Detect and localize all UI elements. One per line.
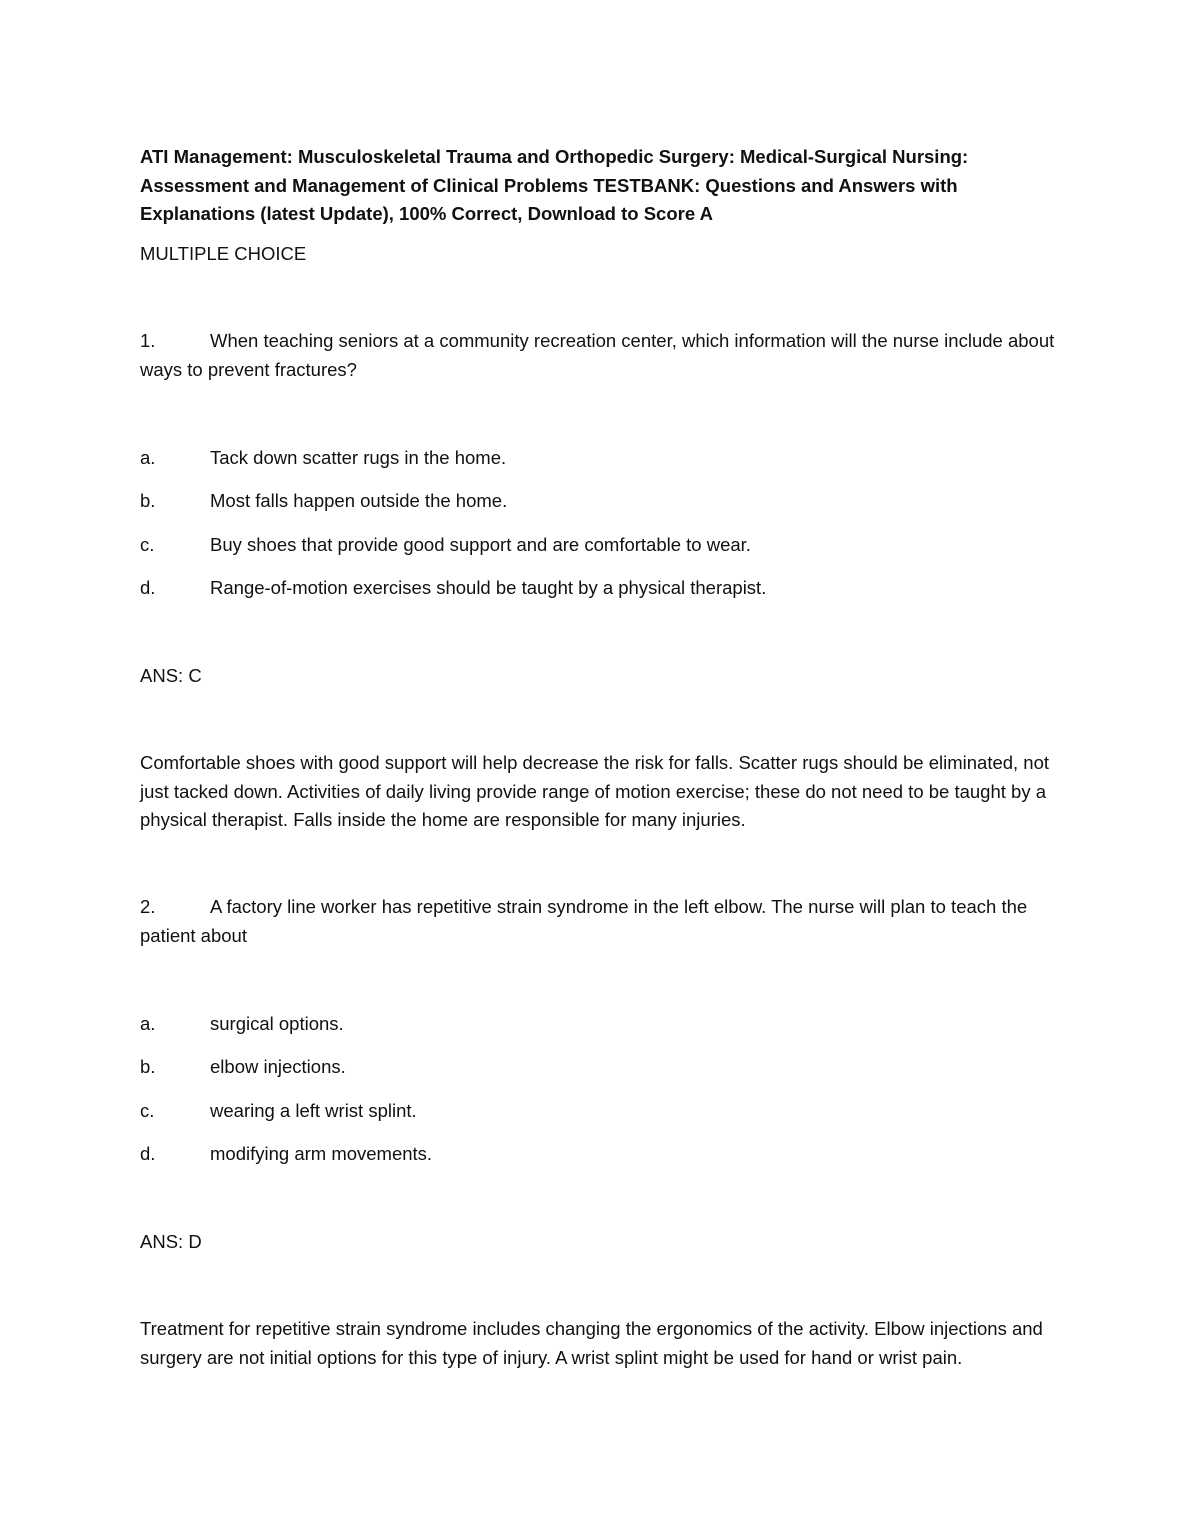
question-text: A factory line worker has repetitive strain syndrome in the left elbow. The nurse will plan to teach the patient about [140, 896, 1028, 946]
option-text: elbow injections. [210, 1056, 346, 1077]
option-text: wearing a left wrist splint. [210, 1100, 417, 1121]
option-letter: b. [140, 1056, 156, 1077]
question-number: 1. [140, 330, 156, 351]
answer-key: ANS: D [140, 1231, 202, 1252]
option-c [140, 1097, 1055, 1126]
option-letter: a. [140, 1013, 156, 1034]
option-letter: d. [140, 577, 156, 598]
option-text: Tack down scatter rugs in the home. [210, 447, 507, 468]
option-a [140, 444, 1055, 473]
option-b [140, 487, 1055, 516]
option-text: Range-of-motion exercises should be taught by a physical therapist. [210, 577, 767, 598]
document-title: ATI Management: Musculoskeletal Trauma and Orthopedic Surgery: Medical-Surgical Nursing: Assessment and Management of Clinical Problems TESTBANK: Questions and Answers with Explanations (latest Update), 100% Correct, Download to Score A [140, 146, 969, 224]
question-number: 2. [140, 896, 156, 917]
question-stem [140, 893, 1055, 950]
option-letter: c. [140, 534, 155, 555]
question-text: When teaching seniors at a community recreation center, which information will the nurse include about ways to prevent fractures? [140, 330, 1055, 380]
option-text: modifying arm movements. [210, 1143, 433, 1164]
answer-key: ANS: C [140, 665, 202, 686]
option-c [140, 531, 1055, 560]
option-d [140, 1140, 1055, 1169]
option-letter: b. [140, 490, 156, 511]
question-stem [140, 327, 1055, 384]
option-text: Buy shoes that provide good support and are comfortable to wear. [210, 534, 751, 555]
rationale: Comfortable shoes with good support will help decrease the risk for falls. Scatter rugs should be eliminated, not just tacked down. Activities of daily living provide range of motion exercise; these do not need to be taught by a physical therapist. Falls inside the home are responsible for many injuries. [140, 752, 1050, 830]
option-letter: c. [140, 1100, 155, 1121]
option-letter: a. [140, 447, 156, 468]
section-label: MULTIPLE CHOICE [140, 243, 307, 264]
option-letter: d. [140, 1143, 156, 1164]
option-text: surgical options. [210, 1013, 344, 1034]
option-a [140, 1010, 1055, 1039]
option-d [140, 574, 1055, 603]
rationale: Treatment for repetitive strain syndrome includes changing the ergonomics of the activity. Elbow injections and surgery are not initial options for this type of injury. A wrist splint might be used for hand or wrist pain. [140, 1318, 1043, 1368]
option-b [140, 1053, 1055, 1082]
option-text: Most falls happen outside the home. [210, 490, 508, 511]
